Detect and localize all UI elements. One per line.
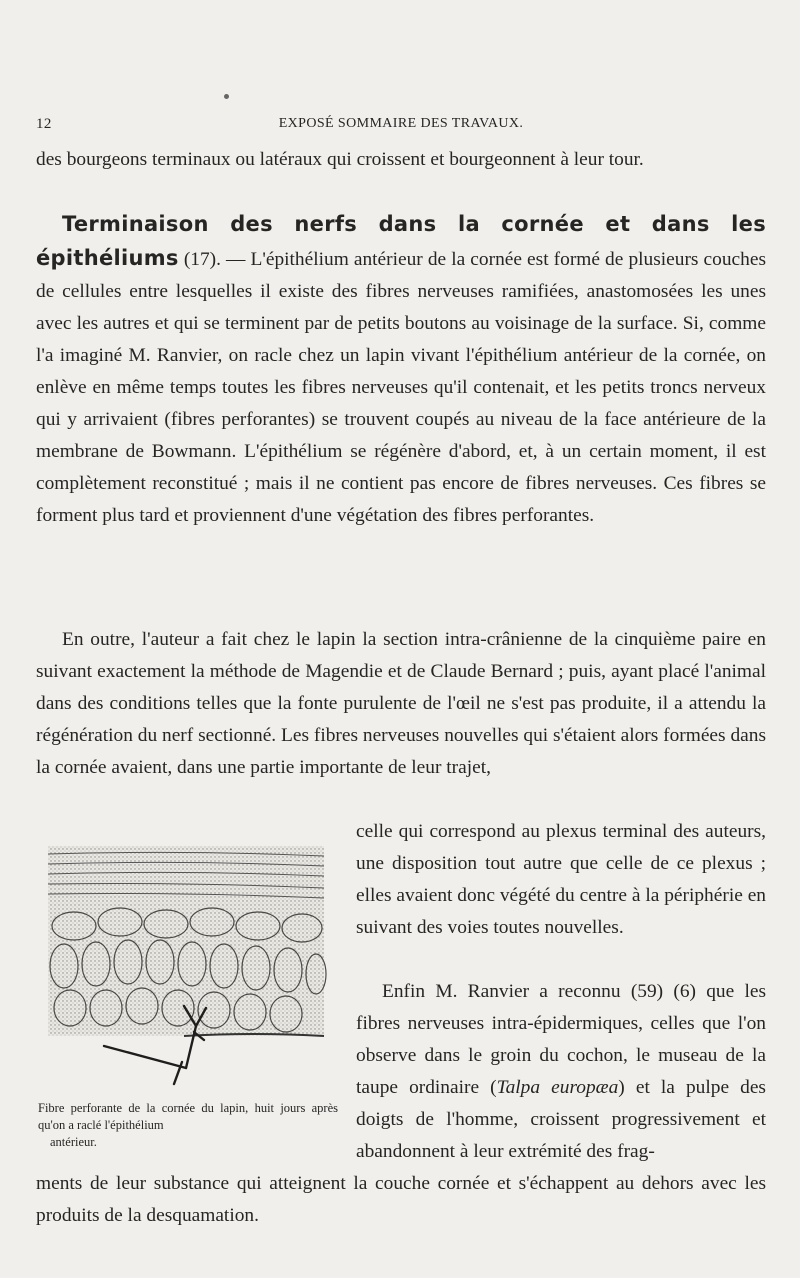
ink-speck bbox=[224, 94, 229, 99]
running-title: EXPOSÉ SOMMAIRE DES TRAVAUX. bbox=[278, 116, 524, 131]
paragraph-epidermal-part-a: Enfin M. Ranvier a reconnu (59) (6) que les fibres nerveuses intra-épidermiques, celles que l'on observe dans le groin du cochon, le museau de la taupe ordinaire ( bbox=[356, 981, 766, 1098]
cornea-illustration bbox=[34, 836, 340, 1086]
paragraph-section-nerve-side: celle qui correspond au plexus terminal des auteurs, une disposition tout autre que celle de ce plexus ; elles avaient donc végété du centre à la périphérie en suivant des voies toutes nouvelles. bbox=[356, 821, 766, 938]
paragraph-cornea-body: (17). — L'épithélium antérieur de la cornée est formé de plusieurs couches de cellules entre lesquelles il existe des fibres nerveuses ramifiées, anastomosées les unes avec les autres et qui se terminent par de petits boutons au voisinage de la surface. Si, comme l'a imaginé M. Ranvier, on racle chez un lapin vivant l'épithélium antérieur de la cornée, on enlève en même temps toutes les fibres nerveuses qu'il contenait, et les petits troncs nerveux qui y arrivaient (fibres perforantes) se trouvent coupés au niveau de la face antérieure de la membrane de Bowmann. L'épithélium se régénère d'abord, et, à un certain moment, il est complètement reconstitué ; mais il ne contient pas encore de fibres nerveuses. Ces fibres se forment plus tard et proviennent d'une végétation des fibres perforantes. bbox=[36, 249, 766, 526]
page-number: 12 bbox=[36, 116, 52, 132]
paragraph-epidermal-part-b: ) et la pulpe des doigts de l'homme, croissent progressivement et abandonnent à leur extrémité des frag- bbox=[356, 1077, 766, 1162]
figure-caption-line1: Fibre perforante de la cornée du lapin, huit jours après qu'on a raclé l'épithélium bbox=[38, 1101, 338, 1132]
cornea-figure bbox=[34, 836, 340, 1086]
figure-caption bbox=[38, 1100, 338, 1151]
paragraph-cornea bbox=[36, 208, 766, 532]
figure-caption-line2: antérieur. bbox=[50, 1135, 97, 1149]
species-name: Talpa europæa bbox=[496, 1077, 619, 1098]
paragraph-continuation: des bourgeons terminaux ou latéraux qui croissent et bourgeonnent à leur tour. bbox=[36, 149, 644, 170]
paragraph-section-nerve: En outre, l'auteur a fait chez le lapin la section intra-crânienne de la cinquième paire en suivant exactement la méthode de Magendie et de Claude Bernard ; puis, ayant placé l'animal dans des conditions telles que la fonte purulente de l'œil ne s'est pas produite, il a attendu la régénération du nerf sectionné. Les fibres nerveuses nouvelles qui s'étaient alors formées dans la cornée avaient, dans une partie importante de leur trajet, bbox=[36, 629, 766, 778]
section-heading: Terminaison des nerfs dans la cornée et dans les épithéliums bbox=[36, 212, 766, 270]
running-header bbox=[36, 116, 766, 140]
paragraph-epidermal-fibers bbox=[356, 976, 766, 1168]
paragraph-epidermal-end: ments de leur substance qui atteignent la couche cornée et s'échappent au dehors avec les produits de la desquamation. bbox=[36, 1173, 766, 1226]
